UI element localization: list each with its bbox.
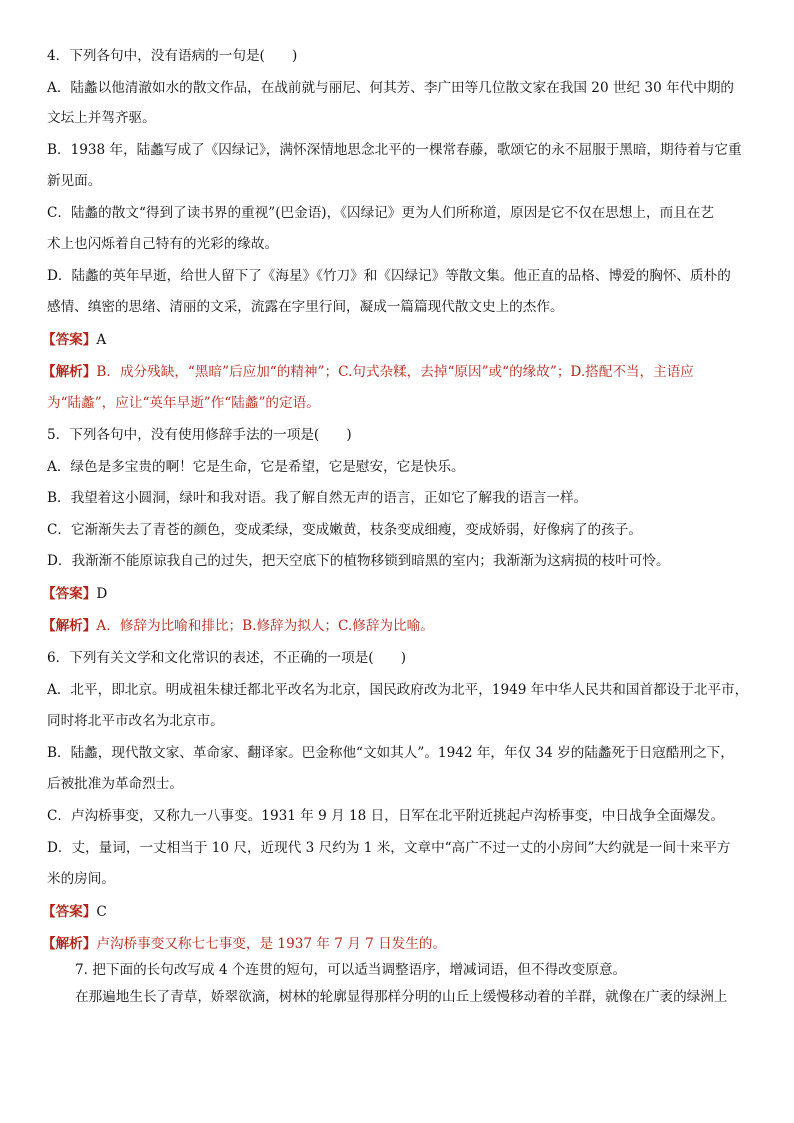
q4-analysis [42,362,747,382]
q4-option-d: D．陆蠡的英年早逝，给世人留下了《海星》《竹刀》和《囚绿记》等散文集。他正直的品格、博爱的胸怀、质朴的 [47,268,731,284]
q6-option-c: C．卢沟桥事变，又称九一八事变。1931 年 9 月 18 日，日军在北平附近挑起卢沟桥事变，中日战争全面爆发。 [47,808,725,824]
q6-option-a-cont: 同时将北平市改名为北京市。 [47,713,224,729]
q5-option-d: D．我渐渐不能原谅我自己的过失，把天空底下的植物移锁到暗黑的室内；我渐渐为这病损的枝叶可怜。 [47,553,670,569]
q6-answer [42,902,747,922]
analysis-text: A．修辞为比喻和排比；B.修辞为拟人；C.修辞为比喻。 [96,618,434,634]
answer-value: C [96,904,107,920]
analysis-tag: 【解析】 [42,618,97,634]
q4-analysis-cont: 为“陆蠡”，应让“英年早逝”作“陆蠡”的定语。 [47,395,320,411]
q5-answer [42,584,747,604]
q4-stem: 4．下列各句中，没有语病的一句是( ) [47,48,298,64]
q4-option-c-cont: 术上也闪烁着自己特有的光彩的缘故。 [47,236,279,252]
q4-option-c: C．陆蠡的散文“得到了读书界的重视”(巴金语)，《囚绿记》更为人们所称道，原因是它不仅在思想上，而且在艺 [47,205,715,221]
answer-value: A [96,332,107,348]
q6-analysis [42,934,747,954]
q7-stem: 7. 把下面的长句改写成 4 个连贯的短句，可以适当调整语序，增减词语，但不得改变原意。 [75,962,627,978]
q4-answer [42,330,747,350]
q4-option-b: B．1938 年，陆蠡写成了《囚绿记》，满怀深情地思念北平的一棵常春藤，歌颂它的永不屈服于黑暗，期待着与它重 [47,142,742,158]
q5-option-c: C．它渐渐失去了青苍的颜色，变成柔绿，变成嫩黄，枝条变成细瘦，变成娇弱，好像病了的孩子。 [47,522,642,538]
q7-text: 在那遍地生长了青草，娇翠欲滴，树林的轮廓显得那样分明的山丘上缓慢移动着的羊群，就像在广袤的绿洲上 [75,989,728,1005]
q6-option-b-cont: 后被批准为革命烈士。 [47,776,183,792]
q6-option-b: B．陆蠡，现代散文家、革命家、翻译家。巴金称他“文如其人”。1942 年，年仅 34 岁的陆蠡死于日寇酷刑之下， [47,745,734,761]
q5-stem: 5．下列各句中，没有使用修辞手法的一项是( ) [47,427,352,443]
analysis-tag: 【解析】 [42,364,97,380]
q6-stem: 6．下列有关文学和文化常识的表述，不正确的一项是( ) [47,650,407,666]
q6-option-d-cont: 米的房间。 [47,871,115,887]
analysis-text: B．成分残缺，“黑暗”后应加“的精神”；C.句式杂糅，去掉“原因”或“的缘故”；D.搭配不当，主语应 [96,364,694,380]
answer-tag: 【答案】 [42,904,97,920]
q5-option-a: A．绿色是多宝贵的啊！它是生命，它是希望，它是慰安，它是快乐。 [47,459,465,475]
answer-tag: 【答案】 [42,332,97,348]
q4-option-a-cont: 文坛上并驾齐驱。 [47,110,156,126]
q6-option-d: D．丈，量词，一丈相当于 10 尺，近现代 3 尺约为 1 米，文章中“高广不过一丈的小房间”大约就是一间十来平方 [47,840,731,856]
q4-option-b-cont: 新见面。 [47,173,102,189]
q4-option-d-cont: 感情、缜密的思绪、清丽的文采，流露在字里行间，凝成一篇篇现代散文史上的杰作。 [47,299,564,315]
analysis-text: 卢沟桥事变又称七七事变，是 1937 年 7 月 7 日发生的。 [96,936,447,952]
answer-tag: 【答案】 [42,586,97,602]
q4-option-a: A．陆蠡以他清澈如水的散文作品，在战前就与丽尼、何其芳、李广田等几位散文家在我国 20 世纪 30 年代中期的 [47,80,735,96]
answer-value: D [96,586,108,602]
analysis-tag: 【解析】 [42,936,97,952]
q5-option-b: B．我望着这小圆洞，绿叶和我对语。我了解自然无声的语言，正如它了解我的语言一样。 [47,490,588,506]
q5-analysis [42,616,747,636]
q6-option-a: A．北平，即北京。明成祖朱棣迁都北平改名为北京，国民政府改为北平，1949 年中华人民共和国首都设于北平市， [47,682,749,698]
